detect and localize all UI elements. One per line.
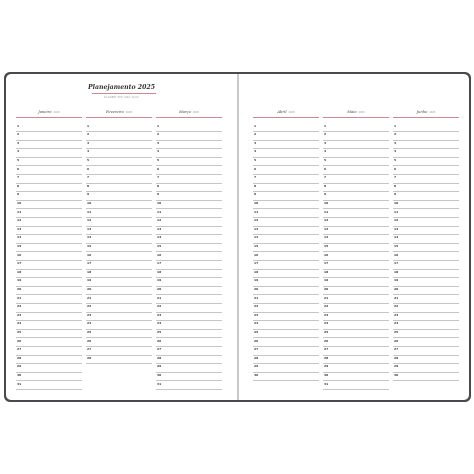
month-name: Janeiro [38,110,52,114]
day-number: 14 [157,235,162,240]
day-number: 23 [87,312,92,317]
month-column [156,74,222,400]
day-number: 23 [324,312,329,317]
day-number: 18 [254,269,259,274]
day-number: 26 [324,338,329,343]
day-row[interactable] [16,380,82,390]
day-number: 2 [87,132,90,137]
day-number: 3 [157,140,160,145]
day-number: 2 [324,132,327,137]
month-year: 2025 [429,111,436,114]
day-number: 1 [17,123,20,128]
day-number: 24 [254,321,259,326]
day-number: 26 [157,338,162,343]
day-number: 7 [394,175,397,180]
day-number: 27 [254,347,259,352]
day-number: 11 [87,209,92,214]
day-number: 4 [17,149,20,154]
day-number: 23 [17,312,22,317]
day-row[interactable] [393,371,459,381]
day-number: 22 [87,304,92,309]
day-number: 23 [157,312,162,317]
day-number: 16 [394,252,399,257]
day-number: 21 [324,295,329,300]
day-number: 13 [324,226,329,231]
day-number: 12 [254,218,259,223]
day-number: 22 [157,304,162,309]
month-header [393,110,459,114]
day-number: 21 [254,295,259,300]
page-title: Planejamento 2025 [87,84,156,91]
day-number: 9 [394,192,397,197]
day-number: 28 [254,355,259,360]
day-number: 12 [87,218,92,223]
day-number: 17 [394,261,399,266]
day-number: 16 [157,252,162,257]
day-number: 21 [17,295,22,300]
day-number: 28 [87,355,92,360]
day-number: 6 [157,166,160,171]
day-number: 23 [394,312,399,317]
day-number: 24 [394,321,399,326]
day-number: 15 [394,243,399,248]
day-number: 5 [324,157,327,162]
day-number: 26 [17,338,22,343]
day-number: 28 [324,355,329,360]
page-subtitle: PLANEJE SEU ANO AQUI [104,96,139,99]
day-number: 19 [157,278,162,283]
day-number: 5 [394,157,397,162]
day-number: 30 [324,372,329,377]
day-number: 5 [157,157,160,162]
day-number: 20 [17,286,22,291]
day-number: 10 [394,200,399,205]
day-number: 23 [254,312,259,317]
month-column [393,74,459,400]
day-number: 26 [394,338,399,343]
day-number: 22 [394,304,399,309]
day-number: 18 [394,269,399,274]
day-number: 25 [254,329,259,334]
day-number: 14 [324,235,329,240]
day-number: 17 [254,261,259,266]
day-number: 15 [157,243,162,248]
day-number: 4 [394,149,397,154]
day-number: 27 [394,347,399,352]
day-number: 14 [17,235,22,240]
month-name: Junho [416,110,428,114]
day-number: 20 [157,286,162,291]
day-number: 25 [394,329,399,334]
day-number: 9 [324,192,327,197]
day-number: 21 [394,295,399,300]
month-name: Fevereiro [105,110,124,114]
day-number: 10 [17,200,22,205]
month-column [16,74,82,400]
day-number: 18 [157,269,162,274]
day-number: 9 [254,192,257,197]
day-number: 8 [254,183,257,188]
day-number: 17 [157,261,162,266]
day-number: 29 [157,364,162,369]
month-header [86,110,152,114]
day-number: 6 [87,166,90,171]
right-page [239,74,469,400]
month-column [86,74,152,400]
day-row[interactable] [86,354,152,364]
day-number: 8 [394,183,397,188]
day-number: 2 [17,132,20,137]
day-number: 5 [254,157,257,162]
day-number: 9 [17,192,20,197]
day-number: 27 [157,347,162,352]
day-number: 25 [87,329,92,334]
day-number: 19 [254,278,259,283]
day-number: 4 [87,149,90,154]
day-number: 1 [87,123,90,128]
day-number: 24 [324,321,329,326]
day-number: 29 [324,364,329,369]
day-number: 24 [17,321,22,326]
header-rule [16,117,82,118]
day-number: 8 [324,183,327,188]
day-number: 6 [254,166,257,171]
month-header [156,110,222,114]
day-number: 27 [87,347,92,352]
day-number: 20 [87,286,92,291]
day-number: 17 [324,261,329,266]
day-row[interactable] [156,380,222,390]
day-number: 9 [87,192,90,197]
day-number: 6 [324,166,327,171]
day-number: 11 [254,209,259,214]
day-number: 7 [254,175,257,180]
day-number: 9 [157,192,160,197]
day-number: 27 [17,347,22,352]
day-number: 6 [17,166,20,171]
day-number: 13 [394,226,399,231]
day-number: 22 [254,304,259,309]
day-number: 7 [87,175,90,180]
day-number: 7 [17,175,20,180]
day-number: 2 [157,132,160,137]
day-number: 24 [87,321,92,326]
day-number: 22 [17,304,22,309]
month-name: Maio [347,110,357,114]
day-number: 26 [254,338,259,343]
day-number: 30 [394,372,399,377]
day-number: 28 [17,355,22,360]
day-number: 1 [324,123,327,128]
day-number: 16 [254,252,259,257]
day-row[interactable] [323,380,389,390]
day-number: 31 [17,381,22,386]
day-number: 8 [17,183,20,188]
day-number: 15 [17,243,22,248]
day-number: 17 [87,261,92,266]
month-column [253,74,319,400]
day-number: 16 [17,252,22,257]
day-number: 10 [87,200,92,205]
day-number: 14 [394,235,399,240]
day-number: 3 [394,140,397,145]
day-number: 4 [324,149,327,154]
day-number: 1 [157,123,160,128]
month-header [323,110,389,114]
day-number: 25 [17,329,22,334]
day-number: 5 [17,157,20,162]
month-year: 2025 [288,111,295,114]
day-number: 3 [324,140,327,145]
day-number: 10 [254,200,259,205]
day-number: 5 [87,157,90,162]
day-number: 17 [17,261,22,266]
day-number: 30 [17,372,22,377]
day-number: 2 [254,132,257,137]
day-number: 25 [157,329,162,334]
day-number: 13 [17,226,22,231]
day-number: 13 [157,226,162,231]
day-number: 21 [87,295,92,300]
day-number: 29 [254,364,259,369]
day-number: 13 [87,226,92,231]
day-number: 13 [254,226,259,231]
day-number: 16 [87,252,92,257]
day-number: 20 [394,286,399,291]
day-number: 15 [87,243,92,248]
day-number: 30 [157,372,162,377]
day-number: 4 [157,149,160,154]
day-number: 12 [324,218,329,223]
header-rule [393,117,459,118]
day-number: 6 [394,166,397,171]
day-number: 3 [87,140,90,145]
day-number: 29 [394,364,399,369]
day-number: 18 [17,269,22,274]
day-number: 19 [324,278,329,283]
day-number: 12 [157,218,162,223]
month-name: Março [178,110,191,114]
day-number: 14 [87,235,92,240]
month-year: 2025 [192,111,200,114]
day-number: 31 [324,381,329,386]
day-number: 3 [254,140,257,145]
header-rule [86,117,152,118]
month-year: 2025 [53,111,60,114]
day-number: 15 [324,243,329,248]
day-number: 1 [254,123,257,128]
header-rule [156,117,222,118]
day-number: 19 [87,278,92,283]
day-number: 18 [324,269,329,274]
day-number: 31 [157,381,162,386]
day-number: 4 [254,149,257,154]
header-rule [253,117,319,118]
month-header [253,110,319,114]
day-number: 19 [394,278,399,283]
day-number: 12 [17,218,22,223]
day-number: 12 [394,218,399,223]
day-number: 28 [394,355,399,360]
month-column [323,74,389,400]
day-number: 27 [324,347,329,352]
day-number: 21 [157,295,162,300]
month-year: 2025 [125,111,132,114]
day-number: 16 [324,252,329,257]
month-year: 2025 [358,111,365,114]
day-number: 7 [157,175,160,180]
day-number: 11 [324,209,329,214]
day-number: 7 [324,175,327,180]
day-number: 10 [324,200,329,205]
day-number: 15 [254,243,259,248]
day-number: 14 [254,235,259,240]
day-number: 20 [324,286,329,291]
day-number: 11 [17,209,22,214]
day-number: 10 [157,200,162,205]
day-number: 2 [394,132,397,137]
day-number: 24 [157,321,162,326]
left-page [6,74,237,400]
planner-notebook [4,72,471,402]
day-number: 8 [157,183,160,188]
day-number: 18 [87,269,92,274]
day-number: 11 [394,209,399,214]
day-number: 19 [17,278,22,283]
day-number: 29 [17,364,22,369]
day-row[interactable] [253,371,319,381]
header-rule [323,117,389,118]
day-number: 28 [157,355,162,360]
day-number: 20 [254,286,259,291]
day-number: 3 [17,140,20,145]
month-name: Abril [277,110,287,114]
day-number: 22 [324,304,329,309]
day-number: 1 [394,123,397,128]
day-number: 25 [324,329,329,334]
day-number: 30 [254,372,259,377]
day-number: 26 [87,338,92,343]
month-header [16,110,82,114]
day-number: 11 [157,209,162,214]
day-number: 8 [87,183,90,188]
